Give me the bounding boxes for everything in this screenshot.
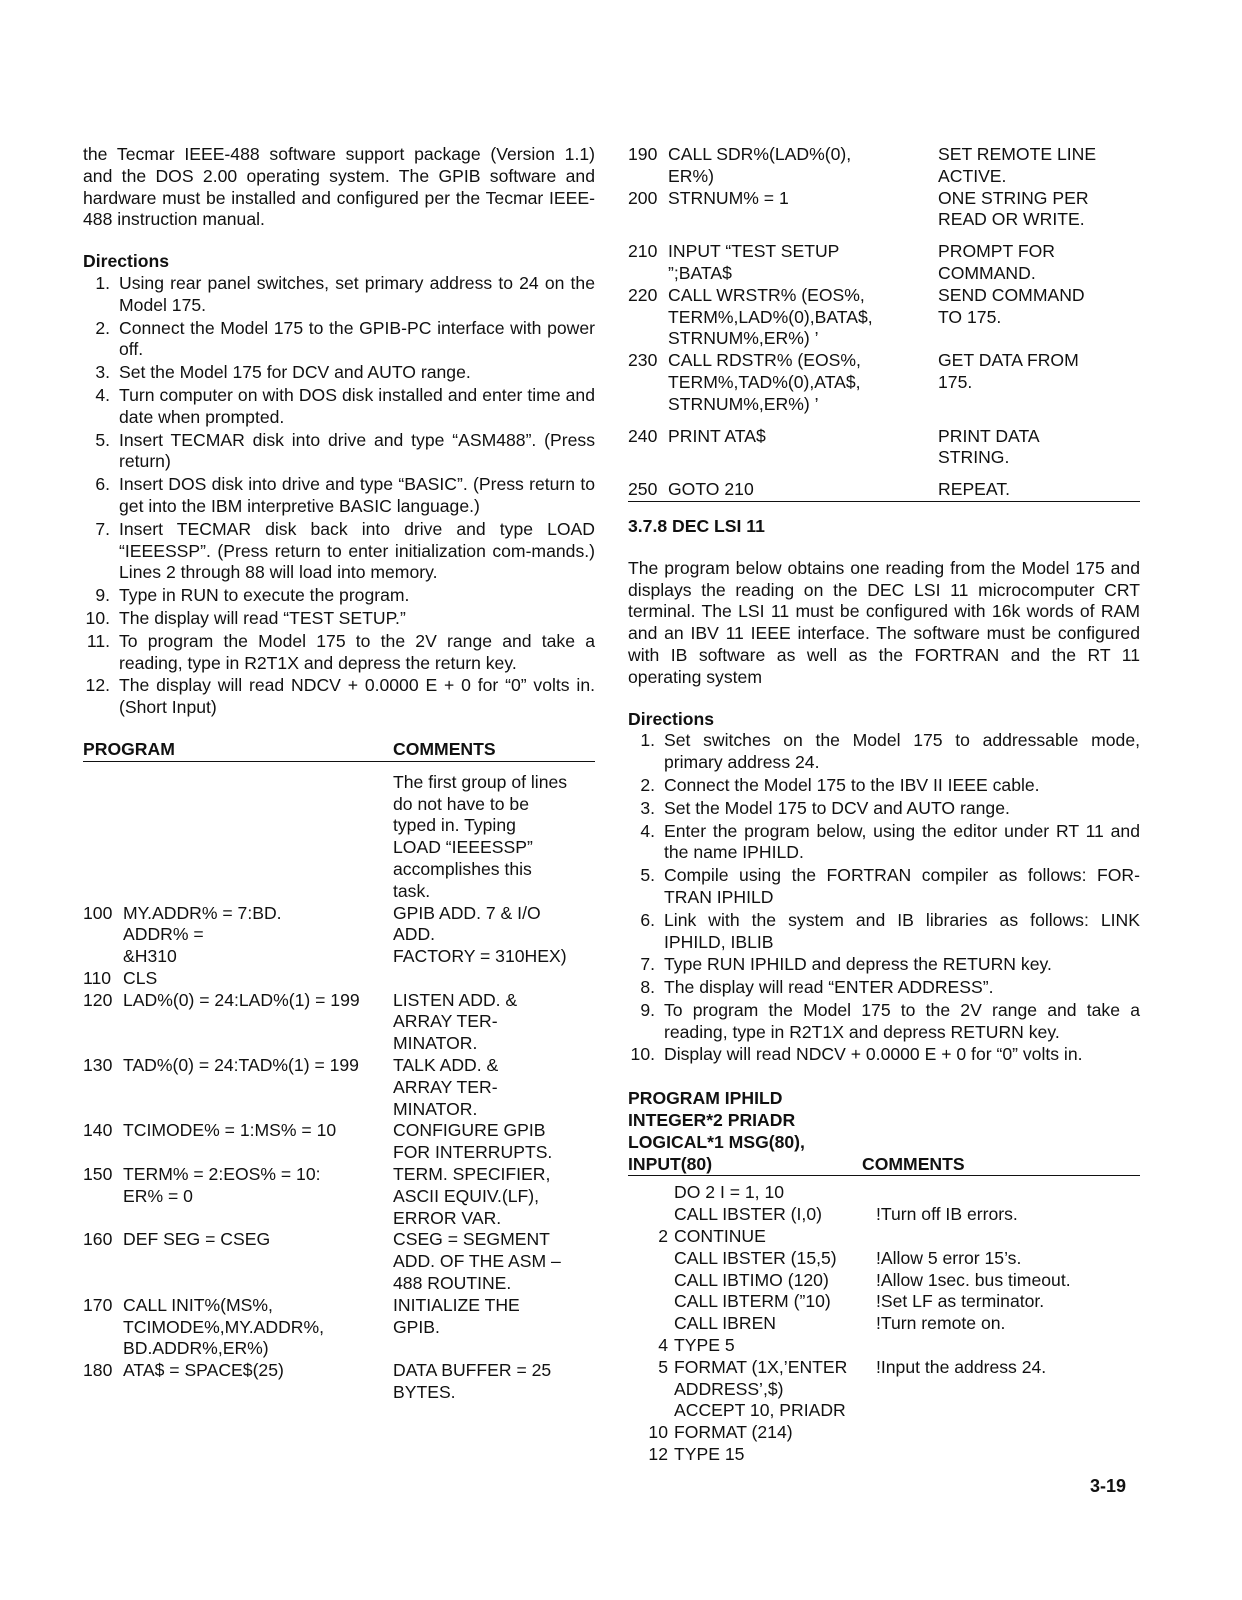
list-item <box>628 730 1140 774</box>
line-number <box>628 1270 668 1292</box>
fortran-program-heading: PROGRAM IPHILD INTEGER*2 PRIADR LOGICAL*1 MSG(80), INPUT(80) <box>628 1088 862 1176</box>
table-row <box>83 1120 595 1164</box>
list-item-number: 6. <box>640 909 655 930</box>
list-item <box>628 910 1140 954</box>
code-cell: INPUT “TEST SETUP ”;BATA$ <box>668 241 840 283</box>
comment-cell <box>876 1182 1140 1204</box>
table-row <box>628 1226 1140 1248</box>
basic-program-continued <box>628 144 1140 502</box>
table-row <box>83 1295 595 1360</box>
table-row <box>628 416 1140 470</box>
line-number: 4 <box>658 1335 668 1356</box>
list-item <box>83 631 595 675</box>
comment-cell <box>876 1400 1140 1422</box>
table-row <box>628 144 1140 188</box>
code-cell: FORMAT (1X,’ENTER ADDRESS’,$) <box>674 1356 848 1399</box>
line-number: 5 <box>658 1356 668 1377</box>
comment-cell: !Allow 1sec. bus timeout. <box>876 1269 1071 1290</box>
list-item-number: 3. <box>95 362 110 383</box>
fortran-program-table <box>628 1088 1140 1176</box>
comment-cell: TERM. SPECIFIER, ASCII EQUIV.(LF), ERROR VAR. <box>393 1164 551 1228</box>
code-cell: CALL IBSTER (15,5) <box>674 1247 837 1268</box>
line-number: 250 <box>628 469 668 501</box>
comment-cell: !Set LF as terminator. <box>876 1291 1045 1312</box>
table-row <box>628 1182 1140 1204</box>
line-number <box>628 1204 668 1226</box>
code-cell: CALL RDSTR% (EOS%, TERM%,TAD%(0),ATA$, STRNUM%,ER%) ’ <box>668 350 861 414</box>
line-number: 200 <box>628 187 658 208</box>
comment-cell <box>876 1335 1140 1357</box>
right-column <box>628 144 1140 1466</box>
comment-cell: !Turn remote on. <box>876 1313 1006 1334</box>
code-cell: CALL SDR%(LAD%(0), ER%) <box>668 144 852 186</box>
line-number: 140 <box>83 1120 113 1141</box>
table-row <box>628 1248 1140 1270</box>
code-cell: MY.ADDR% = 7:BD. ADDR% = &H310 <box>123 902 282 967</box>
comment-cell <box>876 1444 1140 1466</box>
comment-cell: GPIB ADD. 7 & I/O ADD. FACTORY = 310HEX) <box>393 902 567 967</box>
code-cell: TCIMODE% = 1:MS% = 10 <box>123 1120 337 1141</box>
table-row <box>83 1360 595 1404</box>
list-item-text: Insert TECMAR disk into drive and type “ASM488”. (Press return) <box>119 429 595 472</box>
left-intro-paragraph: the Tecmar IEEE-488 software support package (Version 1.1) and the DOS 2.00 operating system. The GPIB software and hardware must be installed and configured per the Tecmar IEEE-488 instruction manual. <box>83 144 595 230</box>
table-row <box>628 231 1140 285</box>
comment-cell: LISTEN ADD. & ARRAY TER- MINATOR. <box>393 989 518 1054</box>
page-number: 3-19 <box>1090 1476 1127 1496</box>
table-row <box>628 1422 1140 1444</box>
list-item <box>83 585 595 607</box>
table-row <box>83 903 595 968</box>
list-item <box>83 385 595 429</box>
comment-cell <box>876 1226 1140 1248</box>
table-row <box>83 968 595 990</box>
code-cell: STRNUM% = 1 <box>668 187 789 208</box>
table-row <box>628 285 1140 350</box>
list-item <box>628 798 1140 820</box>
basic-program-table <box>83 739 595 762</box>
code-cell: CALL IBREN <box>674 1313 777 1334</box>
code-cell: DEF SEG = CSEG <box>123 1229 271 1250</box>
table-row <box>83 1055 595 1120</box>
comment-cell: !Allow 5 error 15’s. <box>876 1247 1022 1268</box>
list-item <box>83 362 595 384</box>
table-row <box>628 1335 1140 1357</box>
list-item-text: The display will read NDCV + 0.0000 E + 0 for “0” volts in. (Short Input) <box>119 675 595 718</box>
table-row <box>628 1444 1140 1466</box>
line-number: 230 <box>628 350 658 371</box>
list-item-number: 5. <box>95 429 110 450</box>
code-cell: PRINT ATA$ <box>668 425 766 446</box>
list-item <box>628 775 1140 797</box>
list-item-number: 1. <box>95 272 110 293</box>
list-item-number: 6. <box>95 474 110 495</box>
line-number: 2 <box>658 1226 668 1247</box>
list-item-number: 5. <box>640 865 655 886</box>
comment-cell: INITIALIZE THE GPIB. <box>393 1294 520 1337</box>
code-cell: CLS <box>123 967 158 988</box>
list-item-number: 2. <box>640 774 655 795</box>
list-item <box>83 318 595 362</box>
list-item-text: Type RUN IPHILD and depress the RETURN key. <box>664 954 1052 975</box>
comment-cell <box>876 1422 1140 1444</box>
list-item <box>83 430 595 474</box>
table-row <box>628 188 1140 232</box>
code-cell: ACCEPT 10, PRIADR <box>674 1400 846 1421</box>
section-heading: 3.7.8 DEC LSI 11 <box>628 515 765 536</box>
line-number <box>628 1313 668 1335</box>
list-item-text: Enter the program below, using the editor under RT 11 and the name IPHILD. <box>664 820 1140 863</box>
line-number <box>628 1400 668 1422</box>
list-item-text: Display will read NDCV + 0.0000 E + 0 for “0” volts in. <box>664 1044 1083 1065</box>
table-row <box>628 350 1140 415</box>
list-item-text: Connect the Model 175 to the GPIB-PC interface with power off. <box>119 317 595 360</box>
fortran-comments-heading: COMMENTS <box>862 1088 1140 1176</box>
list-item-text: Link with the system and IB libraries as follows: LINK IPHILD, IBLIB <box>664 909 1140 952</box>
comment-cell: CONFIGURE GPIB FOR INTERRUPTS. <box>393 1120 553 1163</box>
fortran-program-rows <box>628 1182 1140 1465</box>
left-column <box>83 144 595 1404</box>
line-number: 110 <box>83 967 112 988</box>
list-item-text: Connect the Model 175 to the IBV II IEEE cable. <box>664 774 1040 795</box>
code-cell: GOTO 210 <box>668 469 938 501</box>
table-row <box>628 1204 1140 1226</box>
line-number <box>628 1248 668 1270</box>
list-item-number: 4. <box>640 820 655 841</box>
list-item-text: Insert DOS disk into drive and type “BASIC”. (Press return to get into the IBM interpretive BASIC language.) <box>119 474 595 516</box>
comment-cell: DATA BUFFER = 25 BYTES. <box>393 1360 552 1403</box>
line-number: 100 <box>83 902 113 923</box>
list-item-text: Set the Model 175 for DCV and AUTO range. <box>119 362 471 383</box>
comment-cell: !Turn off IB errors. <box>876 1204 1018 1225</box>
list-item-text: To program the Model 175 to the 2V range and take a reading, type in R2T1X and depress the return key. <box>119 630 595 673</box>
list-item <box>83 519 595 584</box>
list-item-number: 3. <box>640 797 655 818</box>
line-number: 180 <box>83 1360 113 1381</box>
list-item-number: 12. <box>85 675 110 696</box>
list-item <box>83 474 595 518</box>
list-item <box>628 865 1140 909</box>
code-cell: DO 2 I = 1, 10 <box>674 1182 785 1203</box>
table-row <box>83 1229 595 1294</box>
comment-cell: CSEG = SEGMENT ADD. OF THE ASM – 488 ROUTINE. <box>393 1229 561 1294</box>
program-heading: PROGRAM <box>83 739 393 761</box>
table-row <box>83 1164 595 1229</box>
list-item-text: Set the Model 175 to DCV and AUTO range. <box>664 797 1010 818</box>
code-cell: CALL WRSTR% (EOS%, TERM%,LAD%(0),BATA$, STRNUM%,ER%) ’ <box>668 284 873 349</box>
code-cell: TAD%(0) = 24:TAD%(1) = 199 <box>123 1055 359 1076</box>
comments-heading: COMMENTS <box>393 739 595 761</box>
code-cell: TERM% = 2:EOS% = 10: ER% = 0 <box>123 1164 321 1206</box>
basic-program-rows <box>83 762 595 1404</box>
comment-cell <box>393 968 595 990</box>
list-item <box>628 954 1140 976</box>
list-item-number: 7. <box>95 518 110 539</box>
table-row <box>628 1291 1140 1313</box>
comment-cell: REPEAT. <box>938 469 1140 501</box>
list-item-number: 9. <box>640 999 655 1020</box>
comment-cell: !Input the address 24. <box>876 1356 1047 1377</box>
list-item <box>628 821 1140 865</box>
left-directions-list <box>83 273 595 719</box>
code-cell: CALL INIT%(MS%, TCIMODE%,MY.ADDR%, BD.ADDR%,ER%) <box>123 1294 325 1359</box>
code-cell: CONTINUE <box>674 1226 766 1247</box>
list-item-number: 10. <box>630 1044 655 1065</box>
list-item-number: 8. <box>640 977 655 998</box>
comment-cell: TALK ADD. & ARRAY TER- MINATOR. <box>393 1055 499 1119</box>
line-number <box>628 1182 668 1204</box>
list-item-text: Insert TECMAR disk back into drive and type LOAD “IEEESSP”. (Press return to enter initialization com-mands.) Lines 2 through 88 will load into memory. <box>119 518 595 583</box>
list-item <box>628 977 1140 999</box>
right-directions-heading: Directions <box>628 708 715 729</box>
table-row <box>628 1400 1140 1422</box>
line-number <box>628 1291 668 1313</box>
code-cell: CALL IBSTER (I,0) <box>674 1204 822 1225</box>
comment-cell: GET DATA FROM 175. <box>938 350 1079 392</box>
list-item-text: The display will read “TEST SETUP.” <box>119 607 406 628</box>
code-cell: LAD%(0) = 24:LAD%(1) = 199 <box>123 989 360 1010</box>
code-cell: TYPE 5 <box>674 1335 735 1356</box>
code-cell: CALL IBTERM (”10) <box>674 1291 831 1312</box>
list-item-text: Set switches on the Model 175 to addressable mode, primary address 24. <box>664 730 1140 773</box>
comment-cell: ONE STRING PER READ OR WRITE. <box>938 187 1089 230</box>
right-intro-paragraph: The program below obtains one reading from the Model 175 and displays the reading on the DEC LSI 11 microcomputer CRT terminal. The LSI 11 must be configured with 16k words of RAM and an IBV 11 IEEE interface. The software must be configured with IB software as well as the FORTRAN and the RT 11 operating system <box>628 557 1140 687</box>
list-item-number: 7. <box>640 954 655 975</box>
list-item-number: 9. <box>95 585 110 606</box>
list-item-text: Turn computer on with DOS disk installed and enter time and date when prompted. <box>119 384 595 427</box>
line-number: 12 <box>648 1444 668 1465</box>
list-item-number: 10. <box>85 607 110 628</box>
comment-cell: PROMPT FOR COMMAND. <box>938 241 1055 283</box>
list-item <box>628 1044 1140 1066</box>
line-number: 190 <box>628 144 658 164</box>
table-row <box>628 1313 1140 1335</box>
list-item-number: 11. <box>86 630 110 651</box>
line-number: 220 <box>628 284 658 305</box>
comment-cell: PRINT DATA STRING. <box>938 425 1040 468</box>
list-item <box>628 1000 1140 1044</box>
line-number: 210 <box>628 241 658 262</box>
comment-cell: SET REMOTE LINE ACTIVE. <box>938 144 1097 186</box>
line-number: 150 <box>83 1164 113 1185</box>
comment-cell: The first group of lines do not have to be typed in. Typing LOAD “IEEESSP” accomplishes this task. <box>393 771 568 901</box>
list-item <box>83 608 595 630</box>
table-row <box>83 762 595 903</box>
comment-cell: SEND COMMAND TO 175. <box>938 284 1085 327</box>
line-number: 130 <box>83 1055 113 1076</box>
line-number: 160 <box>83 1229 113 1250</box>
table-row <box>628 1270 1140 1292</box>
list-item-text: Using rear panel switches, set primary address to 24 on the Model 175. <box>119 272 595 315</box>
list-item-number: 4. <box>95 384 110 405</box>
line-number: 170 <box>83 1294 113 1315</box>
list-item-number: 1. <box>640 730 655 751</box>
list-item-text: Compile using the FORTRAN compiler as follows: FOR-TRAN IPHILD <box>664 865 1140 907</box>
code-cell <box>123 762 393 903</box>
list-item <box>83 273 595 317</box>
left-directions-heading: Directions <box>83 251 170 272</box>
table-row <box>628 469 1140 501</box>
table-row <box>628 1357 1140 1401</box>
code-cell: ATA$ = SPACE$(25) <box>123 1360 284 1381</box>
list-item-text: The display will read “ENTER ADDRESS”. <box>664 977 994 998</box>
line-number <box>83 762 123 903</box>
line-number: 240 <box>628 425 658 446</box>
code-cell: TYPE 15 <box>674 1444 745 1465</box>
list-item <box>83 675 595 719</box>
list-item-text: To program the Model 175 to the 2V range and take a reading, type in R2T1X and depress RETURN key. <box>664 999 1140 1042</box>
code-cell: FORMAT (214) <box>674 1422 793 1443</box>
list-item-text: Type in RUN to execute the program. <box>119 585 410 606</box>
list-item-number: 2. <box>95 317 110 338</box>
line-number: 120 <box>83 989 113 1010</box>
line-number: 10 <box>648 1422 668 1443</box>
code-cell: CALL IBTIMO (120) <box>674 1269 829 1290</box>
right-directions-list <box>628 730 1140 1066</box>
table-row <box>83 990 595 1055</box>
